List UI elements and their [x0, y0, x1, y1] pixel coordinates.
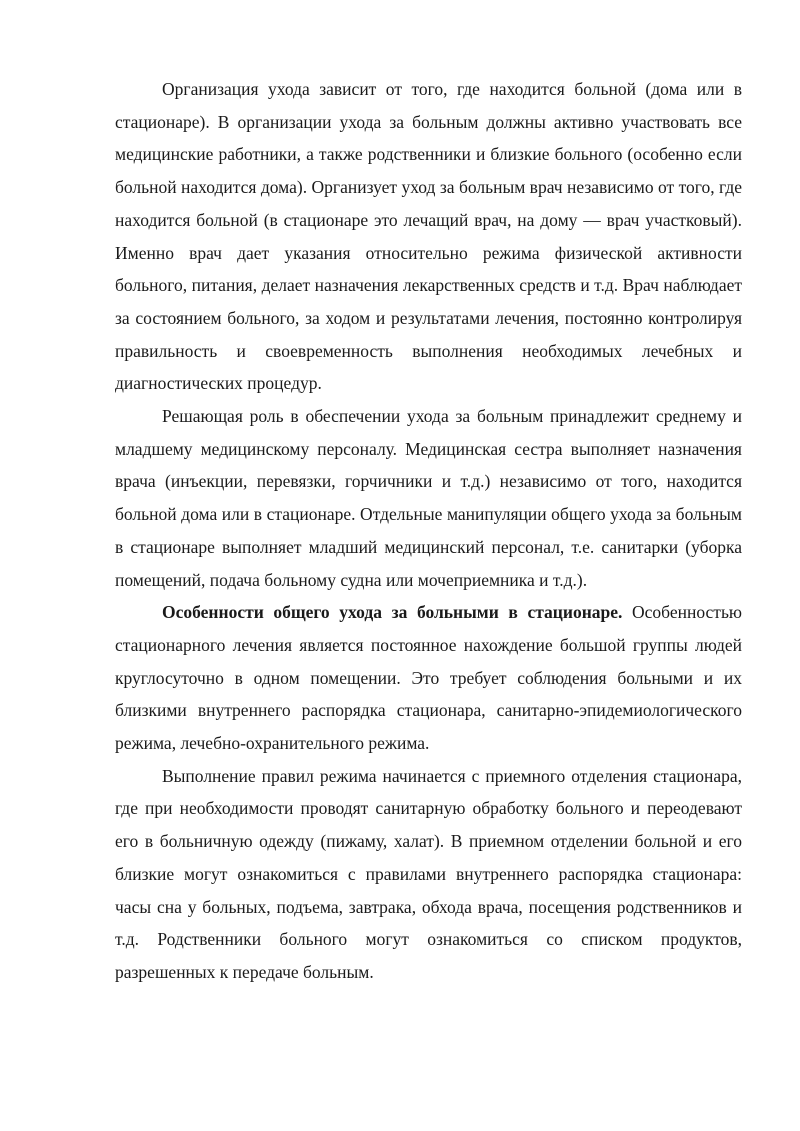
paragraph-text: Организация ухода зависит от того, где находится больной (дома или в стационаре). В организации ухода за больным должны активно участвовать все медицинские работники, а также родственники и близкие больного (особенно если больной находится дома). Организует уход за больным врач независимо от того, где находится больной (в стационаре это лечащий врач, на дому — врач участковый). Именно врач дает указания относительно режима физической активности больного, питания, делает назначения лекарственных средств и т.д. Врач наблюдает за состоянием больного, за ходом и результатами лечения, постоянно контролируя правильность и своевременность выполнения необходимых лечебных и диагностических процедур.	[115, 79, 742, 394]
paragraph-text: Особенностью стационарного лечения является постоянное нахождение большой группы людей круглосуточно в одном помещении. Это требует соблюдения больными и их близкими внутреннего распорядка стационара, санитарно-эпидемиологического режима, лечебно-охранительного режима.	[115, 602, 743, 754]
paragraph-care-organization	[115, 73, 742, 400]
body-text	[115, 73, 742, 989]
paragraph-hospital-care-features	[115, 596, 742, 760]
paragraph-lead-heading: Особенности общего ухода за больными в стационаре.	[162, 602, 623, 623]
paragraph-nursing-staff-role	[115, 400, 742, 596]
paragraph-text: Выполнение правил режима начинается с приемного отделения стационара, где при необходимости проводят санитарную обработку больного и переодевают его в больничную одежду (пижаму, халат). В приемном отделении больной и его близкие могут ознакомиться с правилами внутреннего распорядка стационара: часы сна у больных, подъема, завтрака, обхода врача, посещения родственников и т.д. Родственники больного могут ознакомиться со списком продуктов, разрешенных к передаче больным.	[115, 765, 742, 982]
paragraph-text: Решающая роль в обеспечении ухода за больным принадлежит среднему и младшему медицинскому персоналу. Медицинская сестра выполняет назначения врача (инъекции, перевязки, горчичники и т.д.) независимо от того, находится больной дома или в стационаре. Отдельные манипуляции общего ухода за больным в стационаре выполняет младший медицинский персонал, т.е. санитарки (уборка помещений, подача больному судна или мочеприемника и т.д.).	[115, 406, 742, 590]
paragraph-regime-rules	[115, 760, 742, 989]
